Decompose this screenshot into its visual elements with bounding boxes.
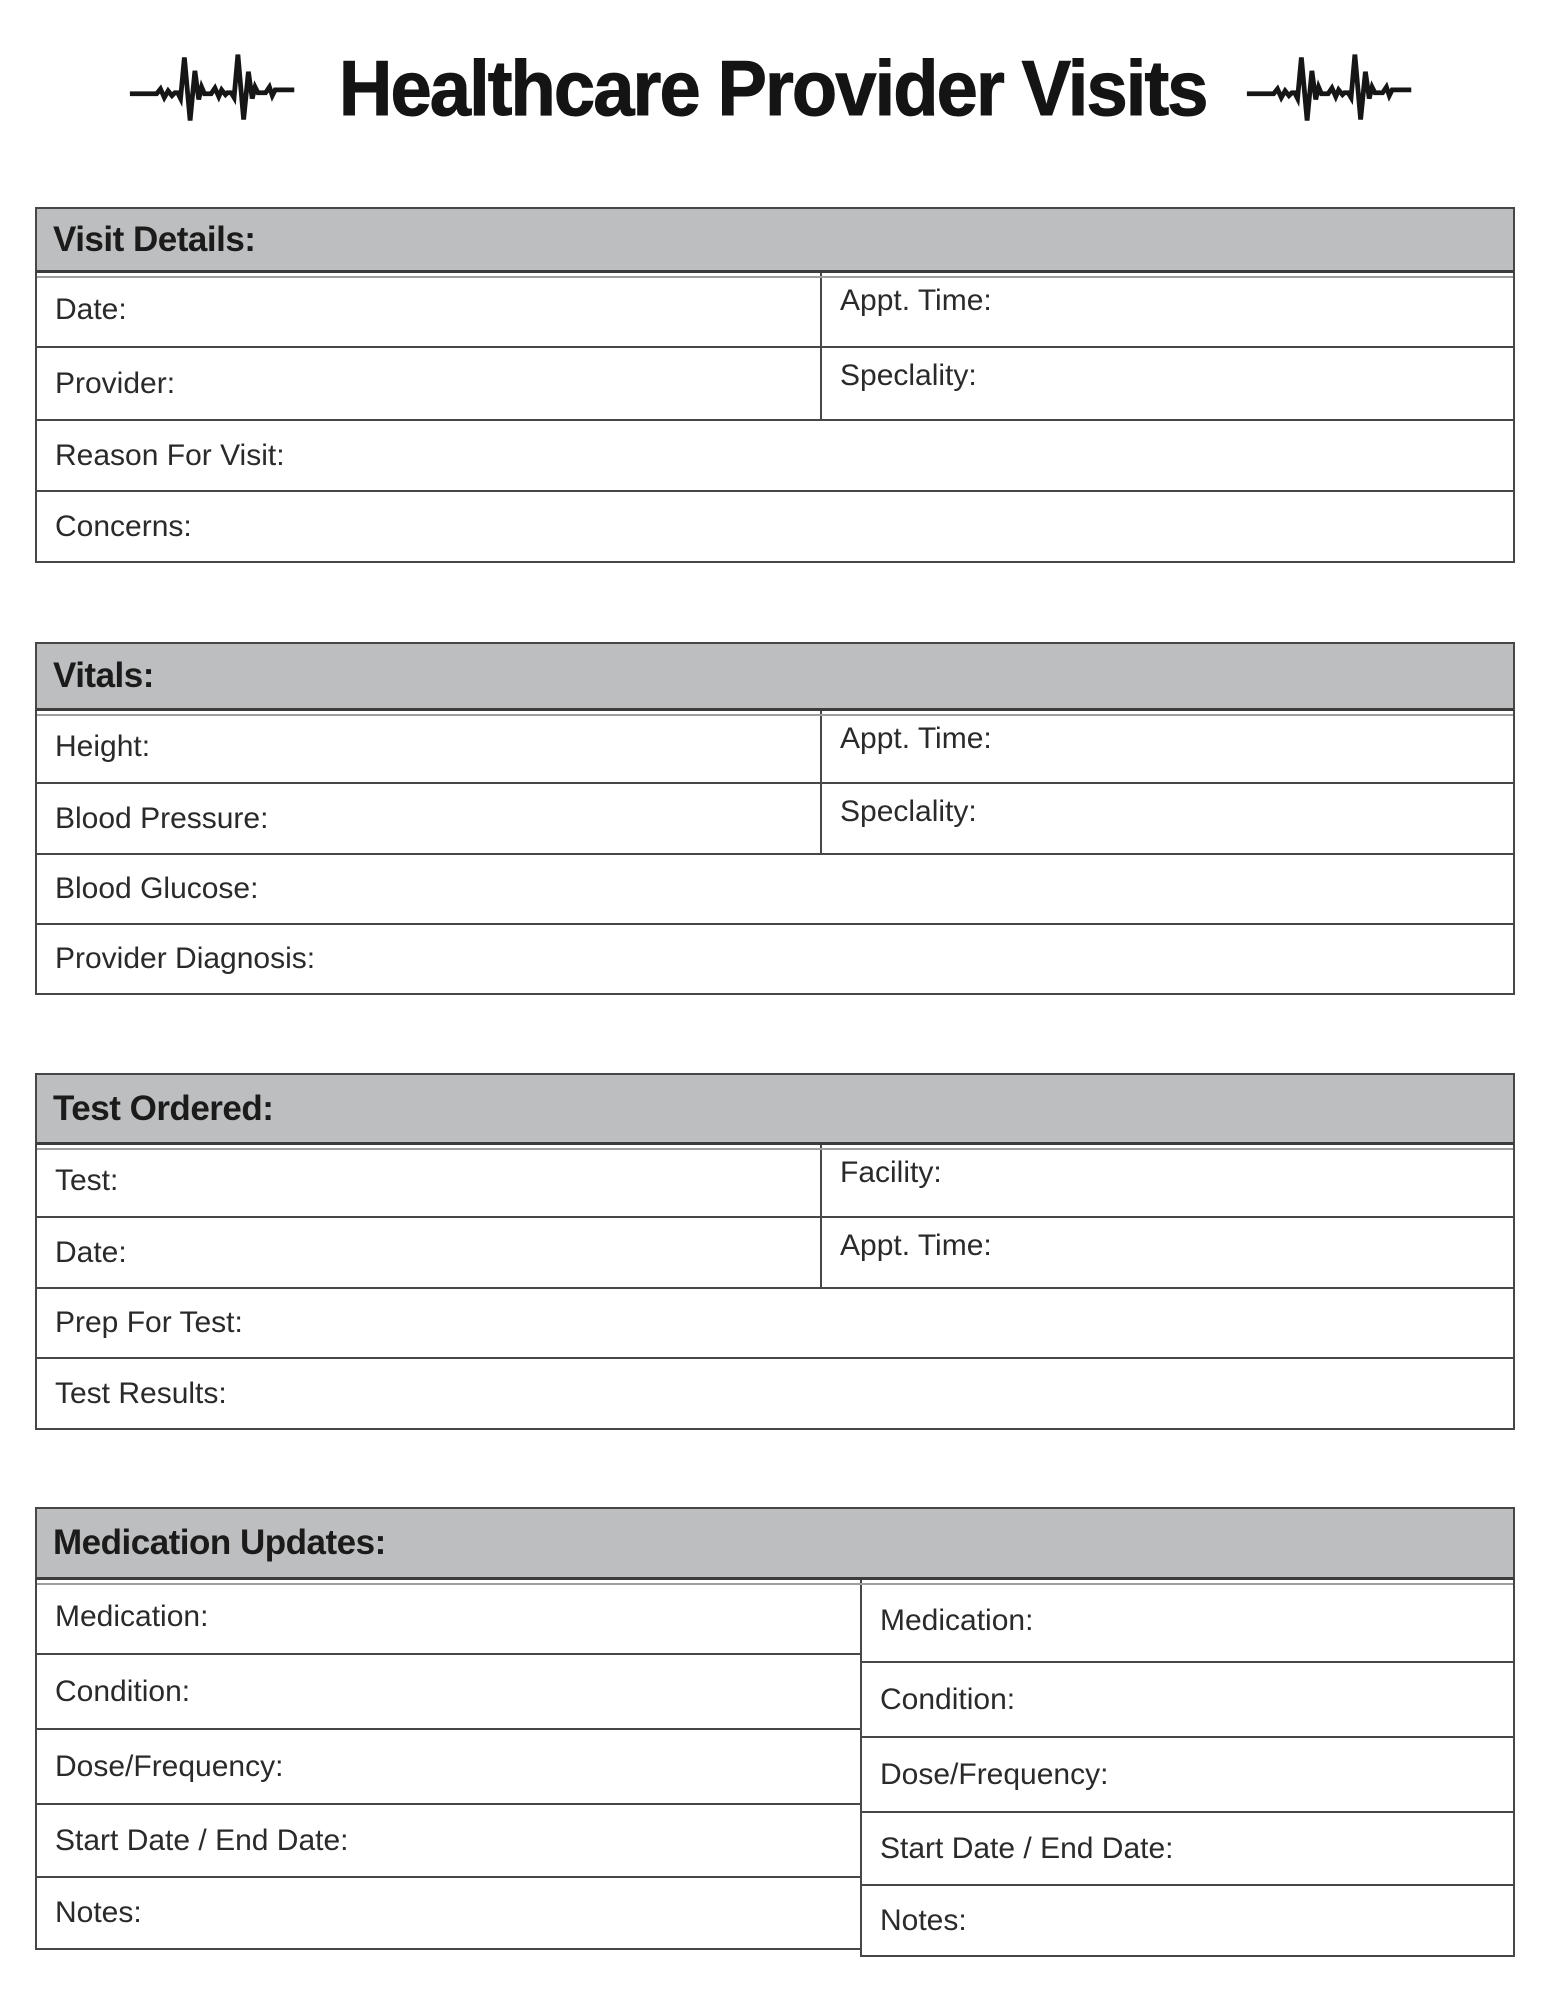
field-blood-pressure: Blood Pressure:	[37, 782, 820, 853]
field-facility: Facility:	[840, 1156, 942, 1189]
visit-details-two-column-area	[37, 273, 1513, 419]
field-appt-time-vitals: Appt. Time:	[840, 722, 992, 755]
section-vitals	[35, 642, 1515, 995]
field-provider-diagnosis: Provider Diagnosis:	[37, 923, 1513, 993]
field-condition-2: Condition:	[862, 1661, 1513, 1736]
field-medication-1: Medication:	[55, 1599, 209, 1633]
field-reason-for-visit: Reason For Visit:	[37, 419, 1513, 490]
field-test-results: Test Results:	[37, 1357, 1513, 1428]
section-heading-vitals: Vitals:	[35, 642, 1515, 711]
section-medication-updates	[35, 1507, 1515, 1957]
field-notes-1: Notes:	[37, 1876, 860, 1948]
visit-details-left-column	[37, 273, 820, 419]
medication-right-column	[860, 1580, 1515, 1957]
field-height: Height:	[55, 729, 151, 763]
section-test-ordered	[35, 1073, 1515, 1430]
field-condition-1: Condition:	[37, 1653, 860, 1728]
section-body-test-ordered	[35, 1145, 1515, 1430]
field-prep-for-test: Prep For Test:	[37, 1287, 1513, 1357]
field-appt-time-test: Appt. Time:	[822, 1216, 1513, 1287]
field-medication-2: Medication:	[880, 1603, 1034, 1637]
ekg-heartbeat-icon-right	[1245, 44, 1417, 132]
vitals-two-column-area	[37, 711, 1513, 853]
section-body-medication-updates	[35, 1580, 1515, 1957]
section-body-vitals	[35, 711, 1515, 995]
field-speclality: Speclality:	[822, 346, 1513, 419]
field-appt-time: Appt. Time:	[840, 284, 992, 317]
ekg-heartbeat-icon-left	[128, 44, 300, 132]
visit-details-right-column	[820, 273, 1513, 419]
field-concerns: Concerns:	[37, 490, 1513, 561]
field-notes-2: Notes:	[862, 1884, 1513, 1955]
field-provider: Provider:	[37, 346, 820, 419]
field-start-end-date-1: Start Date / End Date:	[37, 1803, 860, 1876]
section-visit-details	[35, 207, 1515, 563]
test-ordered-left-column	[37, 1145, 820, 1287]
field-start-end-date-2: Start Date / End Date:	[862, 1811, 1513, 1884]
field-test-date: Date:	[37, 1216, 820, 1287]
section-body-visit-details	[35, 273, 1515, 563]
test-ordered-two-column-area	[37, 1145, 1513, 1287]
page-title: Healthcare Provider Visits	[338, 43, 1207, 132]
section-heading-visit-details: Visit Details:	[35, 207, 1515, 273]
field-test: Test:	[55, 1163, 119, 1197]
title-bar	[0, 40, 1545, 136]
vitals-left-column	[37, 711, 820, 853]
section-heading-medication-updates: Medication Updates:	[35, 1507, 1515, 1580]
field-date: Date:	[55, 292, 127, 326]
section-heading-test-ordered: Test Ordered:	[35, 1073, 1515, 1145]
field-speclality-vitals: Speclality:	[822, 782, 1513, 853]
field-dose-frequency-2: Dose/Frequency:	[862, 1736, 1513, 1811]
medication-left-column	[35, 1580, 860, 1950]
test-ordered-right-column	[820, 1145, 1513, 1287]
field-dose-frequency-1: Dose/Frequency:	[37, 1728, 860, 1803]
field-blood-glucose: Blood Glucose:	[37, 853, 1513, 923]
vitals-right-column	[820, 711, 1513, 853]
